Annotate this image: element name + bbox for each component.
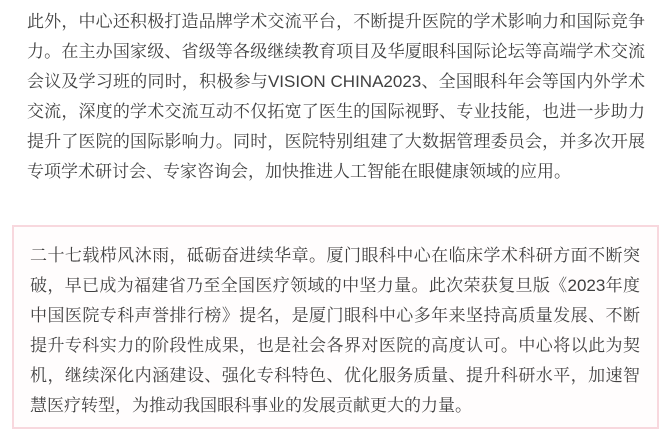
paragraph-conclusion: 二十七载栉风沐雨，砥砺奋进续华章。厦门眼科中心在临床学术科研方面不断突破，早已成为福建省乃至全国医疗领域的中坚力量。此次荣获复旦版《2023年度中国医院专科声誉排行榜》提名，是厦门眼科中心多年来坚持高质量发展、不断提升专科实力的阶段性成果，也是社会各界对医院的高度认可。中心将以此为契机，继续深化内涵建设、强化专科特色、优化服务质量、提升科研水平，加速智慧医疗转型，为推动我国眼科事业的发展贡献更大的力量。 xyxy=(30,246,640,415)
paragraph-academic-exchange: 此外，中心还积极打造品牌学术交流平台，不断提升医院的学术影响力和国际竞争力。在主办国家级、省级等各级继续教育项目及华厦眼科国际论坛等高端学术交流会议及学习班的同时，积极参与VISION CHINA2023、全国眼科年会等国内外学术交流，深度的学术交流互动不仅拓宽了医生的国际视野、专业技能，也进一步助力提升了医院的国际影响力。同时，医院特别组建了大数据管理委员会，并多次开展专项学术研讨会、专家咨询会，加快推进人工智能在眼健康领域的应用。 xyxy=(27,12,645,181)
highlight-callout-box xyxy=(12,225,659,429)
